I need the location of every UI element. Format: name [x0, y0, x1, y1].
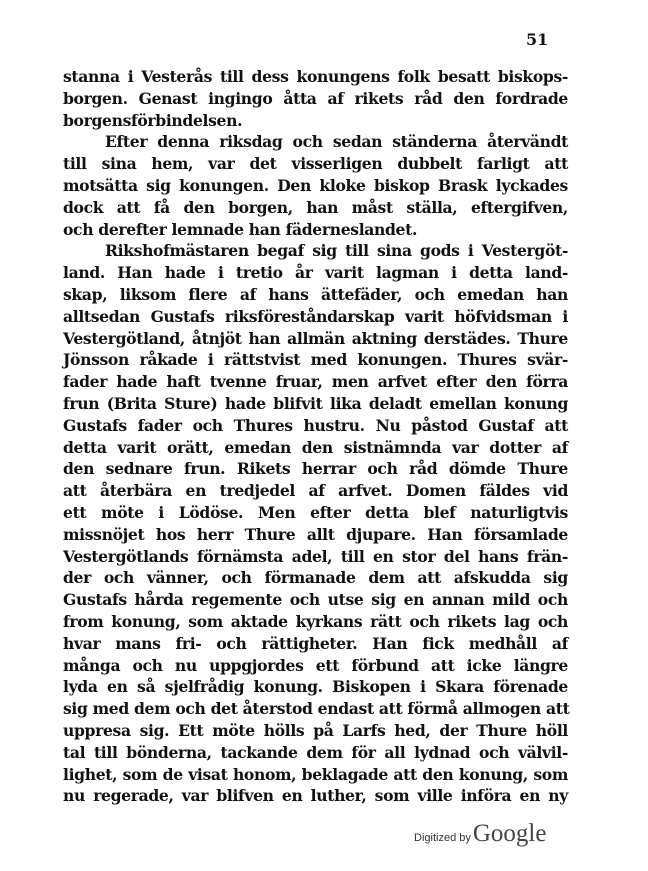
page-number: 51	[526, 30, 549, 49]
text-line: uppresa sig. Ett möte hölls på Larfs hed, der Thure höll	[63, 720, 568, 740]
text-line: frun (Brita Sture) hade blifvit lika deladt emellan konung	[63, 393, 568, 413]
text-line: många och nu uppgjordes ett förbund att icke längre	[63, 655, 568, 675]
text-line: detta varit orätt, emedan den sistnämnda var dotter af	[63, 437, 568, 457]
text-line: lighet, som de visat honom, beklagade att den konung, som	[63, 764, 568, 784]
text-line: Rikshofmästaren begaf sig till sina gods i Vestergöt-	[105, 241, 568, 261]
text-line: att återbära en tredjedel af arfvet. Domen fäldes vid	[63, 481, 568, 501]
text-line: och derefter lemnade han fäderneslandet.	[63, 219, 418, 239]
text-line: der och vänner, och förmanade dem att afskudda sig	[63, 568, 568, 588]
text-line: hvar mans fri- och rättigheter. Han fick medhåll af	[63, 633, 568, 653]
google-logo: Google	[472, 820, 547, 847]
text-line: Gustafs fader och Thures hustru. Nu påstod Gustaf att	[63, 415, 568, 435]
text-line: borgensförbindelsen.	[63, 110, 243, 130]
text-line: sig med dem och det återstod endast att förmå allmogen att	[63, 699, 570, 719]
text-line: tal till bönderna, tackande dem för all lydnad och välvil-	[63, 742, 568, 762]
text-line: missnöjet hos herr Thure allt djupare. Han församlade	[63, 524, 568, 544]
watermark-prefix: Digitized by	[414, 832, 471, 844]
text-line: Efter denna riksdag och sedan ständerna återvändt	[105, 132, 568, 152]
text-line: den sednare frun. Rikets herrar och råd dömde Thure	[63, 459, 568, 479]
text-line: dock att få den borgen, han måst ställa, eftergifven,	[63, 197, 568, 217]
text-line: Gustafs hårda regemente och utse sig en annan mild och	[63, 590, 568, 610]
text-line: skap, liksom flere af hans ättefäder, och emedan han	[63, 284, 568, 304]
text-line: motsätta sig konungen. Den kloke biskop Brask lyckades	[63, 175, 568, 195]
text-line: lyda en så sjelfrådig konung. Biskopen i Skara förenade	[63, 677, 568, 697]
digitized-by-google-watermark	[414, 820, 546, 848]
text-line: Vestergötlands förnämsta adel, till en stor del hans frän-	[63, 546, 568, 566]
text-line: fader hade haft tvenne fruar, men arfvet efter den förra	[63, 372, 568, 392]
body-text	[63, 66, 568, 807]
text-line: stanna i Vesterås till dess konungens folk besatt biskops-	[63, 67, 568, 86]
text-line: nu regerade, var blifven en luther, som ville införa en ny	[63, 786, 568, 806]
text-line: ett möte i Lödöse. Men efter detta blef naturligtvis	[63, 502, 568, 522]
text-line: borgen. Genast ingingo åtta af rikets råd den fordrade	[63, 88, 568, 108]
text-line: Jönsson råkade i rättstvist med konungen. Thures svär-	[63, 350, 568, 370]
text-line: Vestergötland, åtnjöt han allmän aktning derstädes. Thure	[63, 328, 568, 348]
text-line: from konung, som aktade kyrkans rätt och rikets lag och	[63, 611, 568, 631]
text-line: till sina hem, var det visserligen dubbelt farligt att	[63, 154, 568, 174]
text-line: alltsedan Gustafs riksföreståndarskap varit höfvidsman i	[63, 306, 568, 326]
text-line: land. Han hade i tretio år varit lagman i detta land-	[63, 263, 568, 283]
